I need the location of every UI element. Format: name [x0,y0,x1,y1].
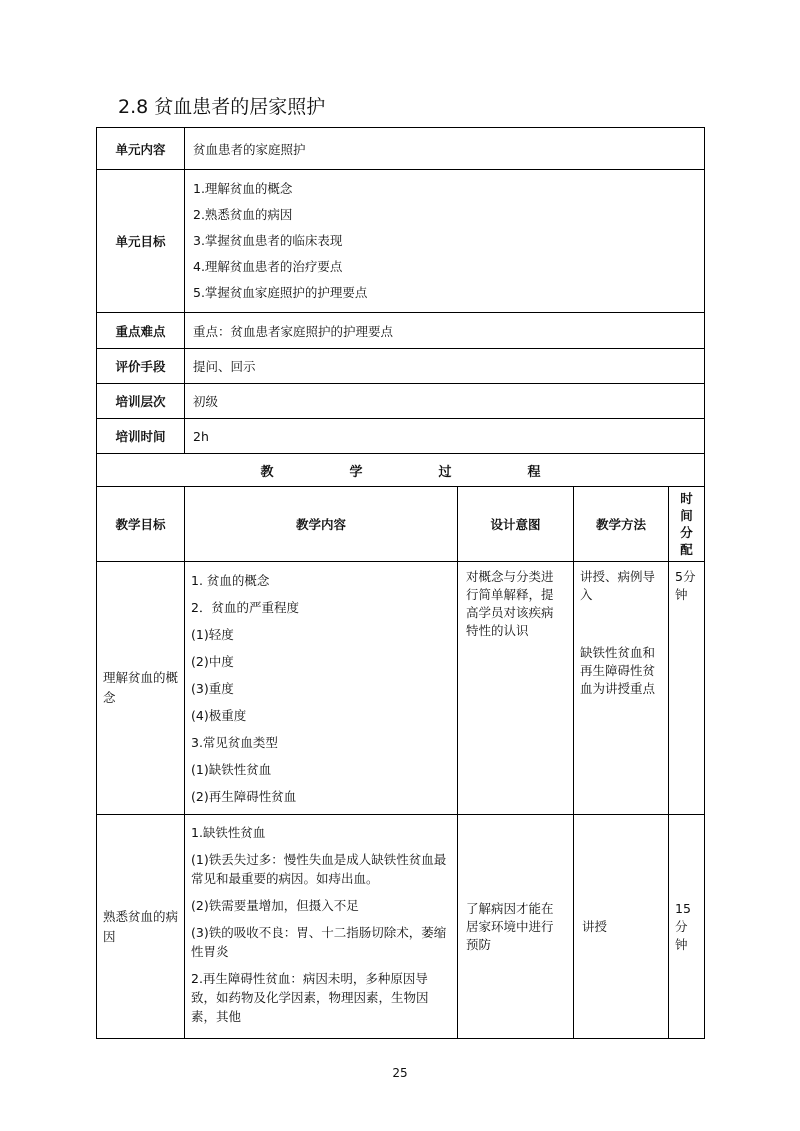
row-evaluation [97,349,705,384]
content-line: 2.再生障碍性贫血：病因未明，多种原因导致，如药物及化学因素，物理因素，生物因素，其他 [191,971,429,1024]
row-time: 5分钟 [669,562,705,815]
row-training-level [97,384,705,419]
content-line: (3)铁的吸收不良：胃、十二指肠切除术，萎缩性胃炎 [191,925,447,959]
row-goal: 理解贫血的概念 [97,562,185,815]
objective-item: 5.掌握贫血家庭照护的护理要点 [193,285,368,300]
col-header-design: 设计意图 [458,487,574,562]
content-line: (2)再生障碍性贫血 [191,789,297,804]
label-evaluation: 评价手段 [97,349,185,384]
process-heading-char: 学 [349,464,363,480]
row-method [574,562,669,815]
row-key-points [97,313,705,349]
row-process-heading [97,454,705,487]
objective-item: 2.熟悉贫血的病因 [193,207,293,222]
section-heading: 2.8 贫血患者的居家照护 [118,96,326,118]
label-training-time: 培训时间 [97,419,185,454]
value-training-time: 2h [185,419,705,454]
content-line: (3)重度 [191,681,234,696]
row-method: 讲授 [574,815,669,1039]
row-unit-objectives [97,170,705,313]
col-header-time-char: 间 [680,508,693,523]
value-evaluation: 提问、回示 [185,349,705,384]
content-line: (1)轻度 [191,627,234,642]
method-bottom: 缺铁性贫血和再生障碍性贫血为讲授重点 [580,645,656,696]
content-line: (1)缺铁性贫血 [191,762,272,777]
content-line: 1. 贫血的概念 [191,573,270,588]
objective-item: 3.掌握贫血患者的临床表现 [193,233,343,248]
objective-item: 1.理解贫血的概念 [193,181,293,196]
method-top: 讲授、病例导入 [580,569,656,602]
lesson-plan-table [96,127,705,1039]
content-line: (1)铁丢失过多：慢性失血是成人缺铁性贫血最常见和最重要的病因。如痔出血。 [191,852,447,886]
content-line: 1.缺铁性贫血 [191,825,266,840]
row-design: 对概念与分类进行简单解释，提高学员对该疾病特性的认识 [458,562,574,815]
value-unit-content: 贫血患者的家庭照护 [185,128,705,170]
content-line: (4)极重度 [191,708,247,723]
row-design: 了解病因才能在居家环境中进行预防 [458,815,574,1039]
objective-item: 4.理解贫血患者的治疗要点 [193,259,343,274]
page-number: 25 [392,1066,408,1080]
label-unit-content: 单元内容 [97,128,185,170]
row-training-time [97,419,705,454]
content-line: 3.常见贫血类型 [191,735,278,750]
column-header-row [97,487,705,562]
content-line: 2．贫血的严重程度 [191,600,299,615]
col-header-time-char: 分 [680,525,693,540]
value-training-level: 初级 [185,384,705,419]
content-line: (2)中度 [191,654,234,669]
label-training-level: 培训层次 [97,384,185,419]
row-goal: 熟悉贫血的病因 [97,815,185,1039]
table-row [97,562,705,815]
col-header-time-char: 时 [680,491,693,506]
value-unit-objectives [185,170,705,313]
col-header-time [669,487,705,562]
row-unit-content [97,128,705,170]
col-header-goal: 教学目标 [97,487,185,562]
process-heading-char: 教 [260,464,274,480]
content-line: (2)铁需要量增加，但摄入不足 [191,898,359,913]
value-key-points: 重点：贫血患者家庭照护的护理要点 [185,313,705,349]
label-key-points: 重点难点 [97,313,185,349]
process-heading-char: 过 [438,464,452,480]
process-heading-char: 程 [527,464,541,480]
col-header-method: 教学方法 [574,487,669,562]
col-header-time-char: 配 [680,542,693,557]
row-content [185,562,458,815]
label-unit-objectives: 单元目标 [97,170,185,313]
row-time: 15分钟 [669,815,705,1039]
table-row [97,815,705,1039]
col-header-content: 教学内容 [185,487,458,562]
process-heading [97,454,705,487]
row-content [185,815,458,1039]
